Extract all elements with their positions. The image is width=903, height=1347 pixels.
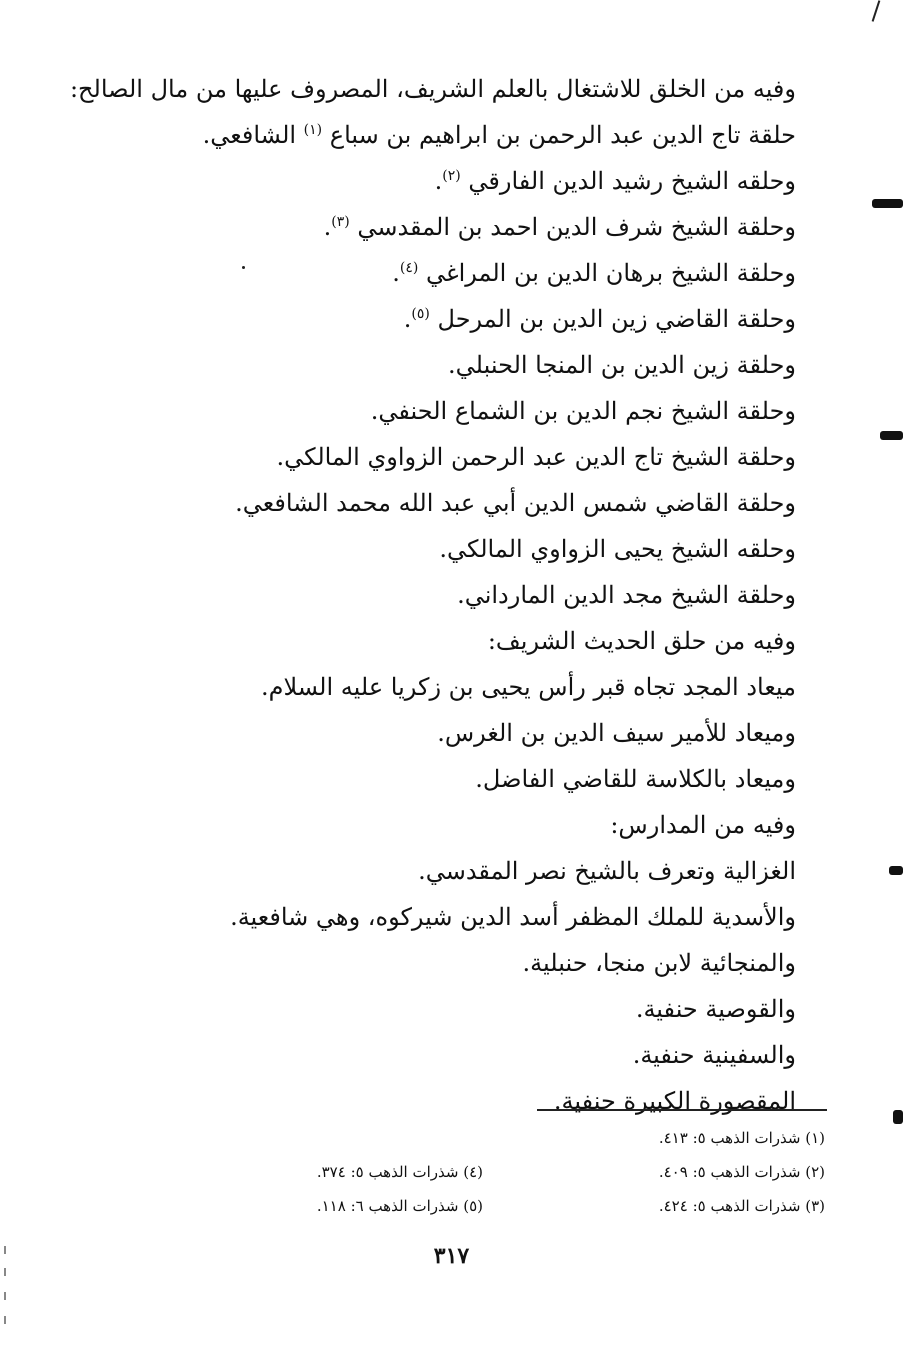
margin-mark xyxy=(880,431,903,440)
body-line: وفيه من الخلق للاشتغال بالعلم الشريف، المصروف عليها من مال الصالح: xyxy=(69,75,796,103)
margin-mark xyxy=(889,866,903,875)
body-line: وحلقه الشيخ رشيد الدين الفارقي $^{(٢)}$. xyxy=(434,167,796,195)
footnote-rule xyxy=(537,1109,827,1111)
page-number: ٣١٧ xyxy=(433,1243,470,1269)
body-line: وحلقة الشيخ شرف الدين احمد بن المقدسي $^{(٣)}$. xyxy=(323,213,796,241)
edge-mark xyxy=(4,1268,6,1276)
edge-mark xyxy=(4,1316,6,1324)
body-line: المقصورة الكبيرة حنفية. xyxy=(553,1087,796,1115)
body-line: والقوصية حنفية. xyxy=(635,995,796,1023)
footnote: (٢) شذرات الذهب ٥: ٤٠٩. xyxy=(658,1163,825,1181)
section-heading: وفيه من المدارس: xyxy=(610,811,796,839)
footnote-ref: (١) xyxy=(303,122,323,138)
body-line: وحلقة الشيخ نجم الدين بن الشماع الحنفي. xyxy=(370,397,796,425)
body-line: وحلقة الشيخ تاج الدين عبد الرحمن الزواوي المالكي. xyxy=(276,443,796,471)
footnote-ref: (٥) xyxy=(411,306,430,322)
body-line: الغزالية وتعرف بالشيخ نصر المقدسي. xyxy=(418,857,796,885)
body-line: والأسدية للملك المظفر أسد الدين شيركوه، وهي شافعية. xyxy=(230,903,796,931)
body-line: وميعاد للأمير سيف الدين بن الغرس. xyxy=(437,719,796,747)
edge-mark xyxy=(4,1246,6,1254)
footnote: (٤) شذرات الذهب ٥: ٣٧٤. xyxy=(316,1163,483,1181)
body-line: وميعاد بالكلاسة للقاضي الفاضل. xyxy=(475,765,796,793)
corner-pen-stroke xyxy=(872,0,881,22)
footnote: (١) شذرات الذهب ٥: ٤١٣. xyxy=(658,1129,825,1147)
body-line: ميعاد المجد تجاه قبر رأس يحيى بن زكريا عليه السلام. xyxy=(260,673,796,701)
margin-mark xyxy=(893,1110,903,1124)
footnote-ref: (٤) xyxy=(399,260,419,276)
main-text xyxy=(69,66,796,1124)
body-line: وحلقة القاضي زين الدين بن المرحل $^{(٥)}$. xyxy=(403,305,796,333)
body-line: وحلقة الشيخ برهان الدين بن المراغي $^{(٤)}$. xyxy=(392,259,796,287)
margin-mark xyxy=(872,199,903,208)
body-line: وحلقة زين الدين بن المنجا الحنبلي. xyxy=(448,351,796,379)
footnote: (٣) شذرات الذهب ٥: ٤٢٤. xyxy=(658,1197,825,1215)
footnote-ref: (٣) xyxy=(331,214,350,230)
body-line: والمنجائية لابن منجا، حنبلية. xyxy=(522,949,796,977)
footnotes-column-left xyxy=(183,1121,483,1223)
body-line: وحلقة الشيخ مجد الدين المارداني. xyxy=(457,581,796,609)
footnotes-column-right xyxy=(525,1121,825,1223)
scan-speck xyxy=(242,266,245,269)
edge-mark xyxy=(4,1292,6,1300)
body-line: والسفينية حنفية. xyxy=(632,1041,796,1069)
body-line: وحلقه الشيخ يحيى الزواوي المالكي. xyxy=(439,535,796,563)
footnote: (٥) شذرات الذهب ٦: ١١٨. xyxy=(316,1197,483,1215)
section-heading: وفيه من حلق الحديث الشريف: xyxy=(487,627,796,655)
body-line: وحلقة القاضي شمس الدين أبي عبد الله محمد الشافعي. xyxy=(235,489,796,517)
body-line: حلقة تاج الدين عبد الرحمن بن ابراهيم بن سباع $^{(١)}$ الشافعي. xyxy=(202,121,796,149)
footnote-ref: (٢) xyxy=(442,168,461,184)
